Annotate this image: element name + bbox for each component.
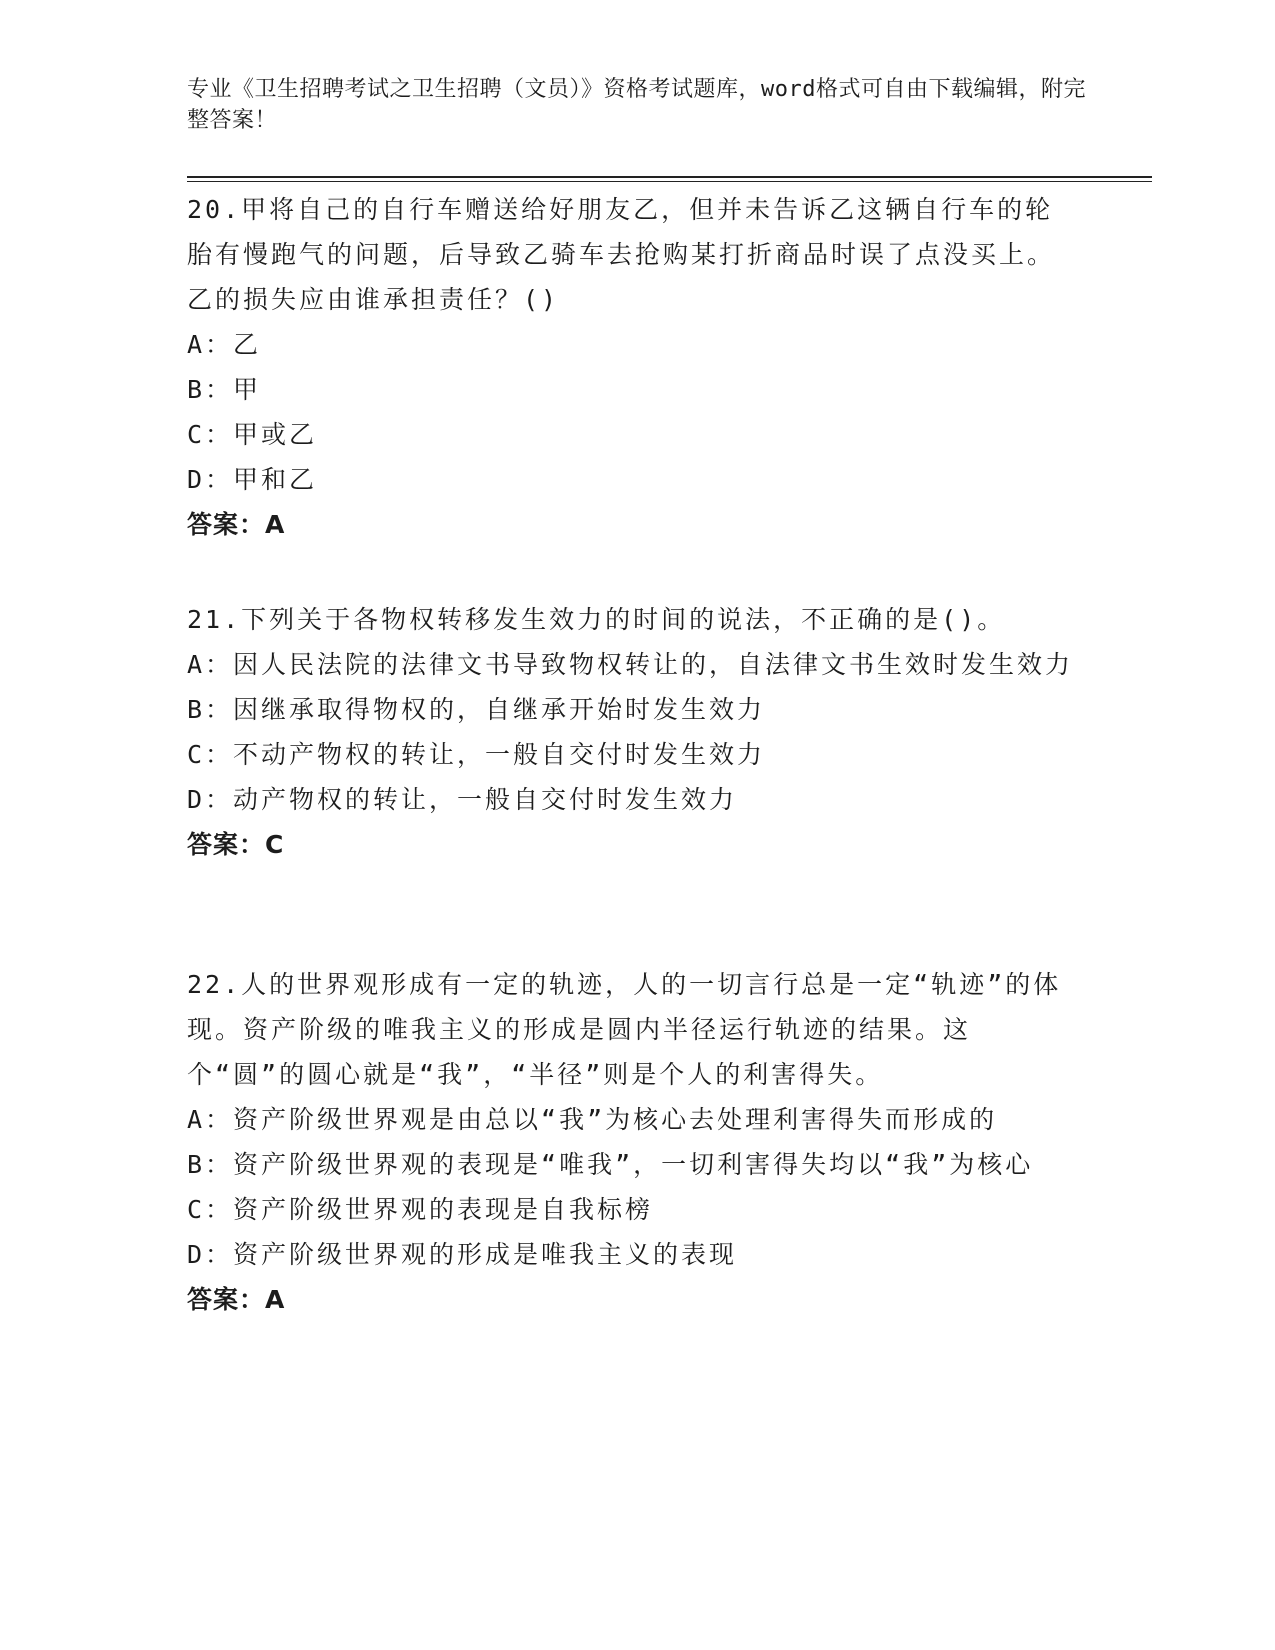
question-text: 21.下列关于各物权转移发生效力的时间的说法，不正确的是()。 <box>187 605 1006 634</box>
option-d: D：动产物权的转让，一般自交付时发生效力 <box>187 785 738 814</box>
option-b: B：因继承取得物权的，自继承开始时发生效力 <box>187 695 766 724</box>
option-c: C：资产阶级世界观的表现是自我标榜 <box>187 1195 654 1224</box>
option-b: B：甲 <box>187 375 262 404</box>
option-a: A：资产阶级世界观是由总以“我”为核心去处理利害得失而形成的 <box>187 1105 998 1134</box>
question-text: 20.甲将自己的自行车赠送给好朋友乙，但并未告诉乙这辆自行车的轮胎有慢跑气的问题，后导致乙骑车去抢购某打折商品时误了点没买上。乙的损失应由谁承担责任？() <box>187 195 1056 314</box>
option-c: C：甲或乙 <box>187 420 318 449</box>
question-20 <box>187 187 1077 547</box>
option-b: B：资产阶级世界观的表现是“唯我”，一切利害得失均以“我”为核心 <box>187 1150 1034 1179</box>
option-d: D：资产阶级世界观的形成是唯我主义的表现 <box>187 1240 738 1269</box>
option-a: A：因人民法院的法律文书导致物权转让的，自法律文书生效时发生效力 <box>187 650 1074 679</box>
option-a: A：乙 <box>187 330 262 359</box>
option-c: C：不动产物权的转让，一般自交付时发生效力 <box>187 740 766 769</box>
document-header: 专业《卫生招聘考试之卫生招聘（文员）》资格考试题库，word格式可自由下载编辑，附完整答案！ <box>187 77 1086 133</box>
header-divider-thin <box>187 181 1152 182</box>
question-22 <box>187 962 1077 1322</box>
question-21 <box>187 597 1077 867</box>
answer-line: 答案：C <box>187 830 285 859</box>
option-d: D：甲和乙 <box>187 465 318 494</box>
answer-line: 答案：A <box>187 1285 286 1314</box>
header-divider-thick <box>187 176 1152 178</box>
answer-line: 答案：A <box>187 510 286 539</box>
question-text: 22.人的世界观形成有一定的轨迹，人的一切言行总是一定“轨迹”的体现。资产阶级的唯我主义的形成是圆内半径运行轨迹的结果。这个“圆”的圆心就是“我”，“半径”则是个人的利害得失。 <box>187 970 1062 1089</box>
